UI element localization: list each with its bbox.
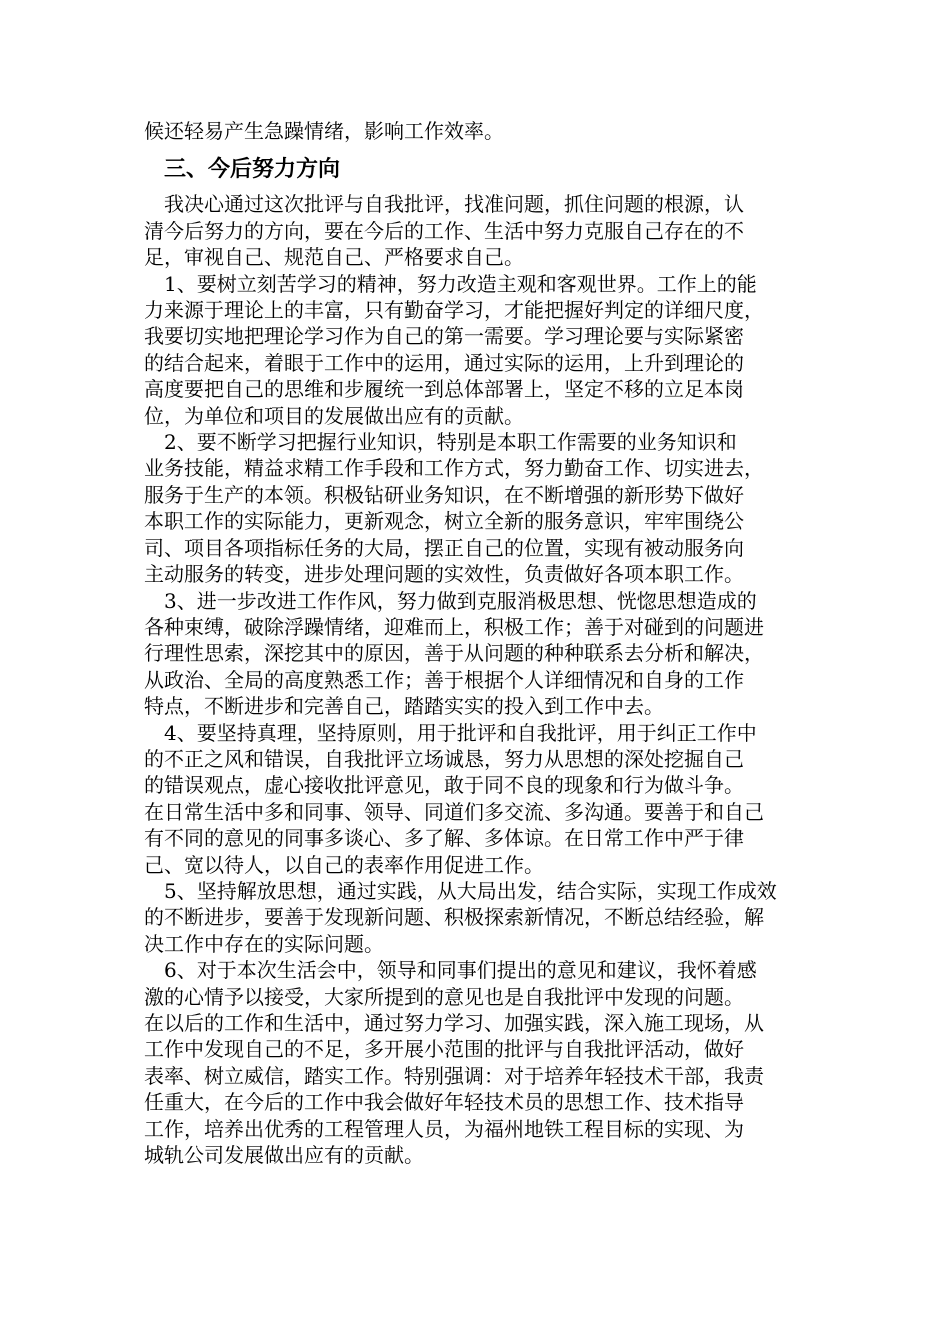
text-line: 决工作中存在的实际问题。 — [144, 931, 384, 956]
section-heading: 三、今后努力方向 — [164, 157, 341, 183]
text-line: 我要切实地把理论学习作为自己的第一需要。学习理论要与实际紧密 — [144, 324, 744, 349]
text-line: 4、要坚持真理，坚持原则，用于批评和自我批评，用于纠正工作中 — [144, 720, 757, 745]
text-line: 的错误观点，虚心接收批评意见，敢于同不良的现象和行为做斗争。 — [144, 773, 744, 798]
text-line: 3、进一步改进工作作风，努力做到克服消极思想、恍惚思想造成的 — [144, 588, 757, 613]
text-line: 从政治、全局的高度熟悉工作；善于根据个人详细情况和自身的工作 — [144, 667, 744, 692]
text-line: 的不断进步，要善于发现新问题、积极探索新情况，不断总结经验，解 — [144, 905, 764, 930]
paragraph-3 — [144, 429, 812, 587]
text-line: 2、要不断学习把握行业知识，特别是本职工作需要的业务知识和 — [144, 430, 737, 455]
text-line: 高度要把自己的思维和步履统一到总体部署上，坚定不移的立足本岗 — [144, 377, 744, 402]
text-line: 在日常生活中多和同事、领导、同道们多交流、多沟通。要善于和自己 — [144, 799, 764, 824]
text-line: 表率、树立威信，踏实工作。特别强调：对于培养年轻技术干部，我责 — [144, 1063, 764, 1088]
text-line: 1、要树立刻苦学习的精神，努力改造主观和客观世界。工作上的能 — [144, 271, 757, 296]
text-line: 业务技能，精益求精工作手段和工作方式，努力勤奋工作、切实进去， — [144, 456, 764, 481]
text-line: 司、项目各项指标任务的大局，摆正自己的位置，实现有被动服务向 — [144, 535, 744, 560]
text-line: 本职工作的实际能力，更新观念，树立全新的服务意识，牢牢围绕公 — [144, 509, 744, 534]
text-line: 各种束缚，破除浮躁情绪，迎难而上，积极工作；善于对碰到的问题进 — [144, 614, 764, 639]
text-line: 6、对于本次生活会中，领导和同事们提出的意见和建议，我怀着感 — [144, 958, 757, 983]
text-line: 工作中发现自己的不足，多开展小范围的批评与自我批评活动，做好 — [144, 1037, 744, 1062]
text-line: 的结合起来，着眼于工作中的运用，通过实际的运用，上升到理论的 — [144, 350, 744, 375]
text-line: 行理性思索，深挖其中的原因，善于从问题的种种联系去分析和解决， — [144, 641, 764, 666]
paragraph-2 — [144, 271, 812, 429]
text-line: 任重大，在今后的工作中我会做好年轻技术员的思想工作、技术指导 — [144, 1090, 744, 1115]
text-line: 清今后努力的方向，要在今后的工作、生活中努力克服自己存在的不 — [144, 218, 744, 243]
text-line: 位，为单位和项目的发展做出应有的贡献。 — [144, 403, 524, 428]
paragraph-6 — [144, 878, 812, 957]
text-line: 城轨公司发展做出应有的贡献。 — [144, 1143, 424, 1168]
document-body — [144, 191, 812, 1168]
text-line: 在以后的工作和生活中，通过努力学习、加强实践，深入施工现场，从 — [144, 1011, 764, 1035]
text-line: 主动服务的转变，进步处理问题的实效性，负责做好各项本职工作。 — [144, 562, 744, 587]
text-line: 有不同的意见的同事多谈心、多了解、多体谅。在日常工作中严于律 — [144, 826, 744, 851]
text-line: 的不正之风和错误，自我批评立场诚恳，努力从思想的深处挖掘自己 — [144, 746, 744, 771]
text-line: 特点，不断进步和完善自己，踏踏实实的投入到工作中去。 — [144, 694, 664, 719]
text-line: 己、宽以待人，以自己的表率作用促进工作。 — [144, 852, 544, 877]
paragraph-5 — [144, 720, 812, 878]
paragraph-1 — [144, 191, 812, 270]
intro-line: 候还轻易产生急躁情绪，影响工作效率。 — [144, 119, 504, 143]
text-line: 工作，培养出优秀的工程管理人员，为福州地铁工程目标的实现、为 — [144, 1116, 744, 1141]
text-line: 我决心通过这次批评与自我批评，找准问题，抓住问题的根源，认 — [144, 192, 744, 217]
document-page — [144, 118, 812, 1168]
text-line: 5、坚持解放思想，通过实践，从大局出发，结合实际，实现工作成效 — [144, 878, 777, 903]
text-line: 力来源于理论上的丰富，只有勤奋学习，才能把握好判定的详细尺度， — [144, 298, 764, 323]
paragraph-7 — [144, 957, 812, 1168]
text-line: 激的心情予以接受，大家所提到的意见也是自我批评中发现的问题。 — [144, 984, 744, 1009]
text-line: 服务于生产的本领。积极钻研业务知识，在不断增强的新形势下做好 — [144, 482, 744, 507]
paragraph-4 — [144, 588, 812, 720]
text-line: 足，审视自己、规范自己、严格要求自己。 — [144, 245, 524, 270]
